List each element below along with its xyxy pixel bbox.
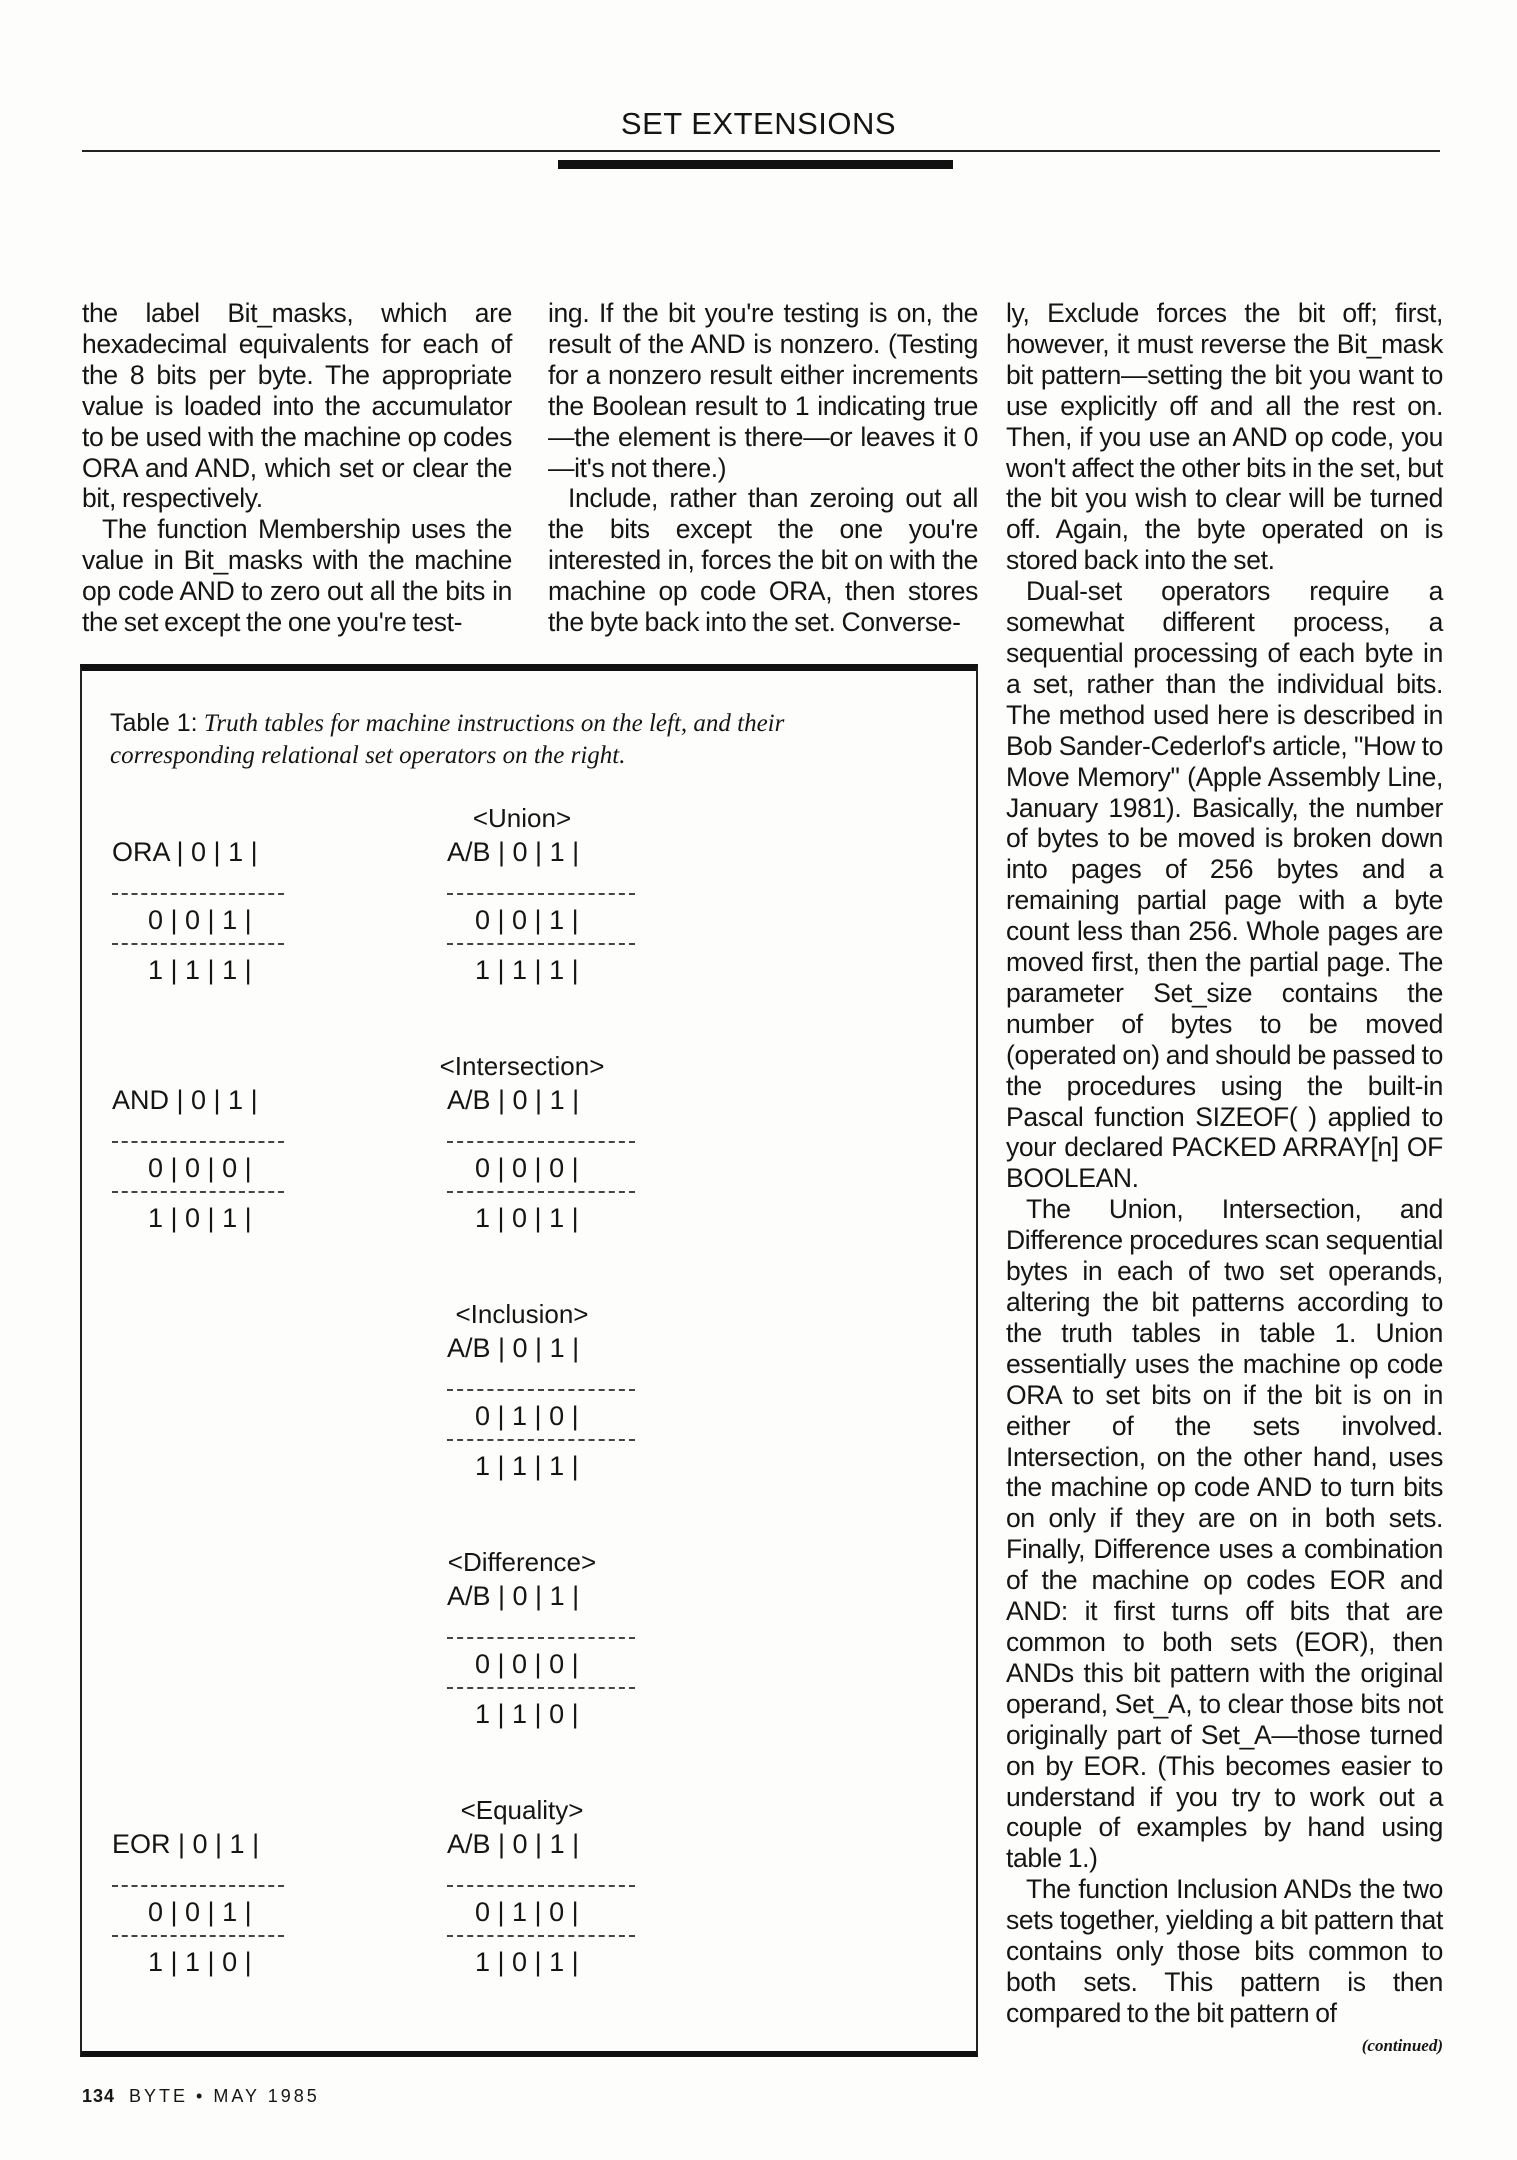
table-header-row: AND | 0 | 1 | <box>112 1084 258 1115</box>
table-row: 0 | 1 | 0 | <box>475 1400 579 1431</box>
dashed-divider <box>447 1935 635 1937</box>
table-row: 0 | 0 | 0 | <box>475 1648 579 1679</box>
text-column-1 <box>82 298 512 638</box>
truth-table-block <box>82 1299 976 1547</box>
dashed-divider <box>447 1141 635 1143</box>
dashed-divider <box>447 1389 635 1391</box>
truth-table-box <box>80 664 978 2057</box>
paragraph: Include, rather than zeroing out all the bits except the one you're interested in, forces the bit on with the machine op code ORA, then stores the byte back into the set. Converse- <box>548 483 978 638</box>
paragraph: The Union, Intersection, and Difference procedures scan sequential bytes in each of two set operands, altering the bit patterns according to the truth tables in table 1. Union essentially uses the machine op code ORA to set bits on if the bit is on in either of the sets involved. Intersection, on the other hand, uses the machine op code AND to turn bits on only if they are on in both sets. Finally, Difference uses a combination of the machine op codes EOR and AND: it first turns off bits that are common to both sets (EOR), then ANDs this bit pattern with the original operand, Set_A, to clear those bits not originally part of Set_A—those turned on by EOR. (This becomes easier to understand if you try to work out a couple of examples by hand using table 1.) <box>1006 1194 1443 1874</box>
truth-table-block <box>82 803 976 1051</box>
continued-note: (continued) <box>1361 2035 1443 2055</box>
operator-title: <Difference> <box>447 1546 597 1577</box>
table-row: 1 | 0 | 1 | <box>475 1202 579 1233</box>
truth-table-block <box>82 1795 976 2043</box>
table-row: 0 | 0 | 1 | <box>148 1896 252 1927</box>
table-row: 0 | 0 | 0 | <box>475 1152 579 1183</box>
operator-title: <Intersection> <box>439 1050 605 1081</box>
dashed-divider <box>447 943 635 945</box>
header-rule <box>82 150 1440 152</box>
table-header-row: A/B | 0 | 1 | <box>447 1828 580 1859</box>
table-row: 1 | 1 | 0 | <box>475 1698 579 1729</box>
dashed-divider <box>447 1191 635 1193</box>
running-header: SET EXTENSIONS <box>620 106 897 141</box>
dashed-divider <box>112 1141 284 1143</box>
text-column-3 <box>1006 298 1443 2057</box>
table-header-row: ORA | 0 | 1 | <box>112 836 258 867</box>
table-header-row: A/B | 0 | 1 | <box>447 1084 580 1115</box>
table-row: 1 | 1 | 1 | <box>475 954 579 985</box>
paragraph: The function Membership uses the value in Bit_masks with the machine op code AND to zero out all the bits in the set except the one you're test- <box>82 514 512 638</box>
dashed-divider <box>112 1885 284 1887</box>
header-bar <box>558 160 953 169</box>
table-label: Table 1: <box>110 708 198 737</box>
text-column-2 <box>548 298 978 638</box>
table-row: 0 | 1 | 0 | <box>475 1896 579 1927</box>
upper-text-columns <box>80 298 978 638</box>
operator-title: <Equality> <box>460 1794 584 1825</box>
table-row: 1 | 1 | 1 | <box>148 954 252 985</box>
dashed-divider <box>447 1885 635 1887</box>
table-row: 1 | 0 | 1 | <box>475 1946 579 1977</box>
truth-table-block <box>82 1051 976 1299</box>
table-row: 0 | 0 | 1 | <box>475 904 579 935</box>
operator-title: <Union> <box>472 802 572 833</box>
paragraph: Dual-set operators require a somewhat different process, a sequential processing of each byte in a set, rather than the individual bits. The method used here is described in Bob Sander-Cederlof's article, "How to Move Memory" (Apple Assembly Line, January 1981). Basically, the number of bytes to be moved is broken down into pages of 256 bytes and a remaining partial page with a byte count less than 256. Whole pages are moved first, then the partial page. The parameter Set_size contains the number of bytes to be moved (operated on) and should be passed to the procedures using the built-in Pascal function SIZEOF( ) applied to your declared PACKED ARRAY[n] OF BOOLEAN. <box>1006 576 1443 1194</box>
dashed-divider <box>447 893 635 895</box>
table-row: 0 | 0 | 0 | <box>148 1152 252 1183</box>
table-header-row: EOR | 0 | 1 | <box>112 1828 260 1859</box>
magazine-issue: BYTE • MAY 1985 <box>129 2086 320 2106</box>
dashed-divider <box>112 1935 284 1937</box>
dashed-divider <box>447 1637 635 1639</box>
paragraph: The function Inclusion ANDs the two sets together, yielding a bit pattern that contains only those bits common to both sets. This pattern is then compared to the bit pattern of <box>1006 1874 1443 2028</box>
table-row: 1 | 1 | 0 | <box>148 1946 252 1977</box>
left-region <box>80 298 978 2057</box>
paragraph: the label Bit_masks, which are hexadecimal equivalents for each of the 8 bits per byte. The appropriate value is loaded into the accumulator to be used with the machine op codes ORA and AND, which set or clear the bit, respectively. <box>82 298 512 514</box>
paragraph: ly, Exclude forces the bit off; first, however, it must reverse the Bit_mask bit pattern—setting the bit you want to use explicitly off and all the rest on. Then, if you use an AND op code, you won't affect the other bits in the set, but the bit you wish to clear will be turned off. Again, the byte operated on is stored back into the set. <box>1006 298 1443 576</box>
page-number: 134 <box>82 2086 116 2106</box>
table-row: 1 | 1 | 1 | <box>475 1450 579 1481</box>
dashed-divider <box>112 1191 284 1193</box>
table-row: 0 | 0 | 1 | <box>148 904 252 935</box>
truth-table-block <box>82 1547 976 1795</box>
dashed-divider <box>447 1687 635 1689</box>
dashed-divider <box>447 1439 635 1441</box>
page-footer <box>82 2086 320 2107</box>
table-caption <box>110 707 870 772</box>
dashed-divider <box>112 893 284 895</box>
table-row: 1 | 0 | 1 | <box>148 1202 252 1233</box>
operator-title: <Inclusion> <box>455 1298 589 1329</box>
paragraph: ing. If the bit you're testing is on, the result of the AND is nonzero. (Testing for a nonzero result either increments the Boolean result to 1 indicating true—the element is there—or leaves it 0—it's not there.) <box>548 298 978 483</box>
dashed-divider <box>112 943 284 945</box>
table-header-row: A/B | 0 | 1 | <box>447 1580 580 1611</box>
table-caption-text: Truth tables for machine instructions on the left, and their corresponding relational set operators on the right. <box>110 709 785 769</box>
table-header-row: A/B | 0 | 1 | <box>447 1332 580 1363</box>
table-header-row: A/B | 0 | 1 | <box>447 836 580 867</box>
